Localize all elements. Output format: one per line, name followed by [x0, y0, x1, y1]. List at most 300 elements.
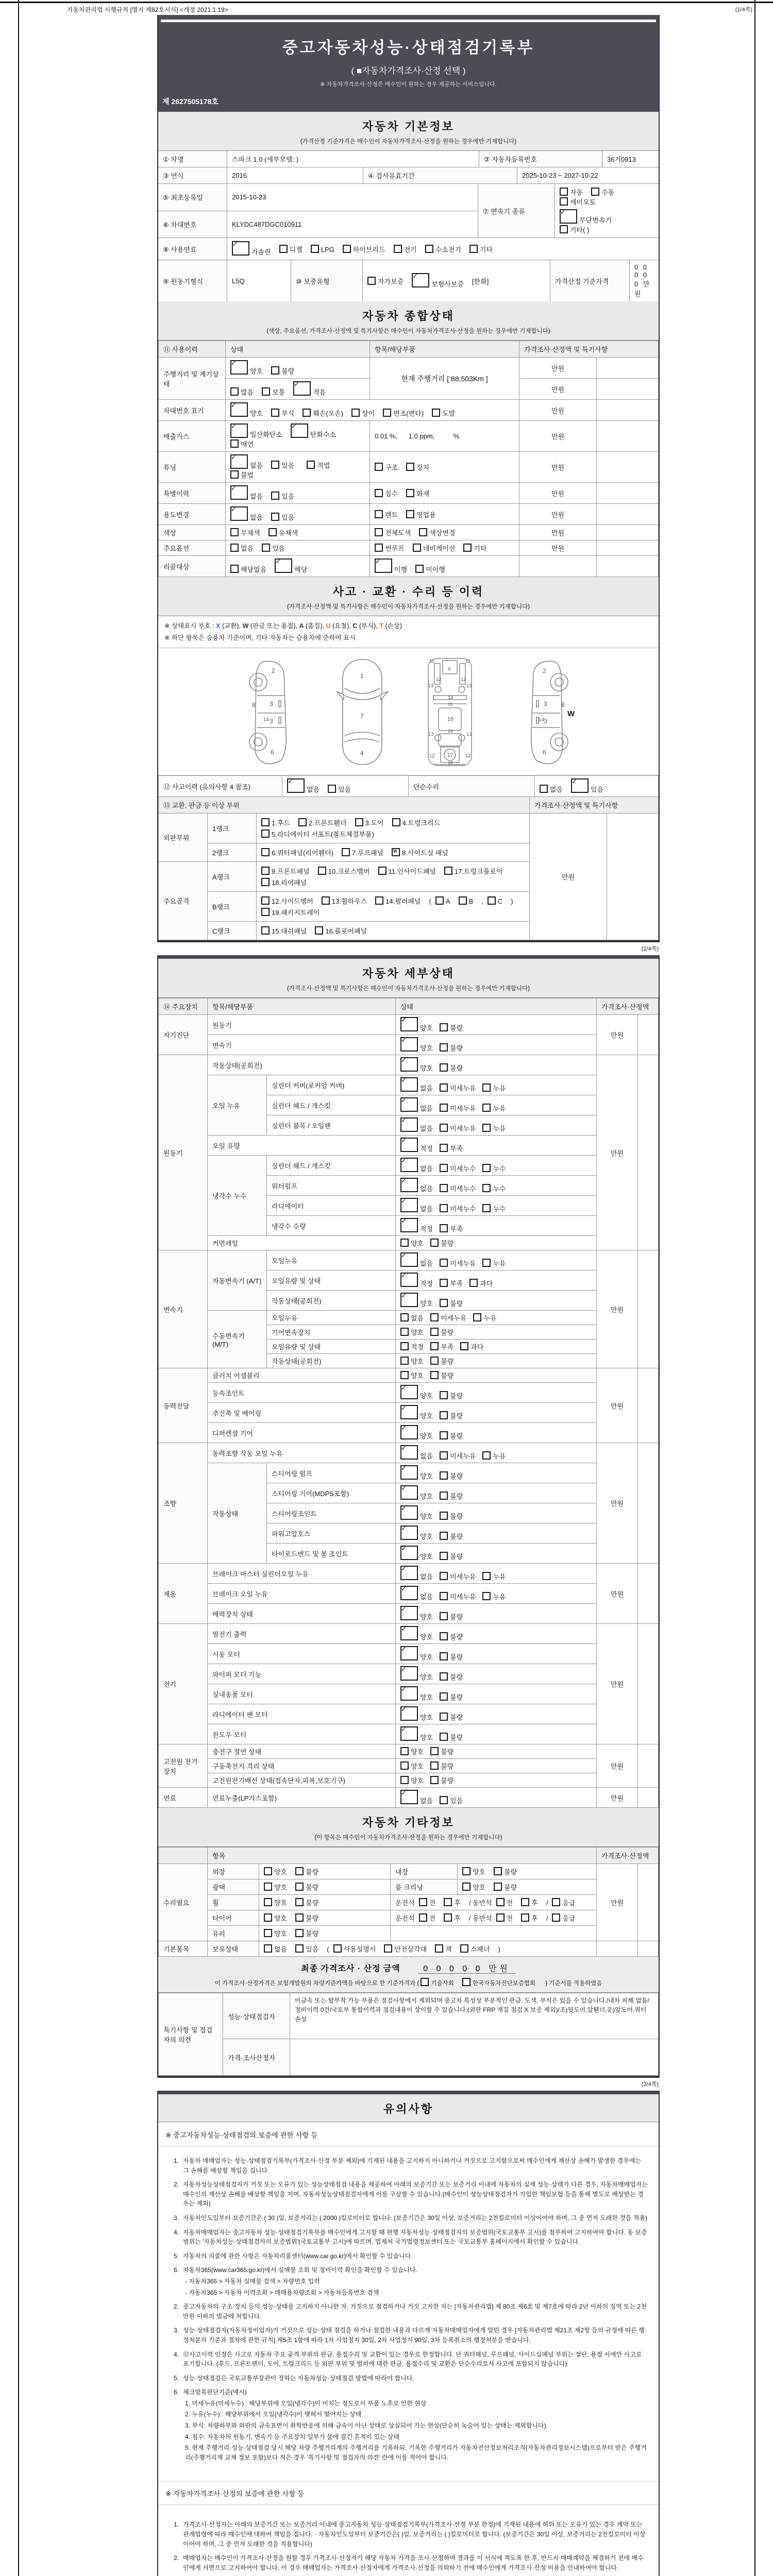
- checkbox-icon[interactable]: [440, 1083, 448, 1092]
- checkbox-icon[interactable]: [440, 1124, 448, 1132]
- checkbox-icon[interactable]: [303, 409, 311, 417]
- check-option[interactable]: 16.플로어패널: [315, 926, 367, 936]
- check-option[interactable]: 미세누유: [440, 1571, 476, 1581]
- check-option[interactable]: 없음: [230, 543, 254, 553]
- check-option[interactable]: 14.필러패널: [375, 896, 421, 906]
- check-option[interactable]: ✓ 양호: [400, 1057, 433, 1073]
- checkbox-icon[interactable]: [375, 544, 383, 552]
- check-option[interactable]: ✓ 없음: [400, 1117, 433, 1133]
- check-option[interactable]: 불법: [230, 470, 254, 480]
- value-valid-period[interactable]: 2025-10-23 ~ 2027-10-22: [522, 172, 598, 179]
- check-option[interactable]: 미세누유: [440, 1451, 476, 1461]
- checkbox-icon[interactable]: [440, 1796, 448, 1804]
- check-option[interactable]: 구조: [375, 462, 398, 472]
- checkbox-icon[interactable]: [264, 1929, 272, 1937]
- checkbox-icon[interactable]: [521, 1913, 529, 1922]
- check-option[interactable]: 후: [521, 1897, 538, 1907]
- check-option[interactable]: 불량: [295, 1867, 318, 1876]
- checkbox-icon[interactable]: [322, 896, 330, 905]
- checkbox-icon[interactable]: [440, 1612, 448, 1620]
- checkbox-icon[interactable]: [406, 463, 414, 471]
- check-option[interactable]: ✓ 양호: [400, 1526, 433, 1541]
- check-option[interactable]: 후: [521, 1913, 538, 1923]
- check-option[interactable]: 디젤: [279, 244, 303, 254]
- check-option[interactable]: ✓ 양호: [400, 1037, 433, 1053]
- checkbox-checked-icon[interactable]: [230, 506, 248, 521]
- check-option[interactable]: 누유: [473, 1313, 496, 1323]
- checkbox-checked-icon[interactable]: [400, 1706, 418, 1721]
- check-option[interactable]: 11.인사이드패널: [378, 866, 436, 876]
- check-option[interactable]: 불량: [440, 1712, 463, 1722]
- checkbox-icon[interactable]: [496, 1913, 505, 1922]
- check-option[interactable]: ✓ 적음: [293, 381, 326, 397]
- check-option[interactable]: 3.도어: [355, 818, 384, 827]
- check-option[interactable]: ✓ 탄화수소: [291, 423, 336, 439]
- check-option[interactable]: 미세누수: [440, 1163, 476, 1173]
- checkbox-icon[interactable]: [444, 1913, 452, 1922]
- check-option[interactable]: 누수: [482, 1183, 506, 1193]
- check-option[interactable]: 해당없음: [230, 564, 266, 574]
- check-option[interactable]: 불량: [440, 1551, 463, 1561]
- checkbox-icon[interactable]: [482, 1204, 491, 1212]
- check-option[interactable]: 미세누수: [440, 1204, 476, 1213]
- check-option[interactable]: ✓ 양호: [400, 1425, 433, 1440]
- check-option[interactable]: 세미오토: [560, 197, 596, 207]
- checkbox-icon[interactable]: [430, 1328, 439, 1336]
- checkbox-icon[interactable]: [440, 1063, 448, 1072]
- check-option[interactable]: 부족: [440, 1143, 463, 1153]
- checkbox-icon[interactable]: [440, 1552, 448, 1560]
- checkbox-checked-icon[interactable]: [400, 1566, 418, 1580]
- check-option[interactable]: 도말: [432, 408, 455, 418]
- check-option[interactable]: 미세누유: [440, 1103, 476, 1113]
- checkbox-icon[interactable]: [440, 1104, 448, 1112]
- checkbox-checked-icon[interactable]: [287, 778, 305, 793]
- check-option[interactable]: 기타: [469, 244, 493, 254]
- checkbox-checked-icon[interactable]: [400, 1017, 418, 1031]
- check-option[interactable]: 부족: [440, 1278, 463, 1288]
- checkbox-icon[interactable]: [440, 1411, 448, 1419]
- checkbox-icon[interactable]: [440, 1164, 448, 1172]
- check-option[interactable]: 한국자동차진단보증협회: [462, 1978, 535, 1987]
- checkbox-checked-icon[interactable]: [400, 1158, 418, 1172]
- check-option[interactable]: 유채색: [268, 528, 298, 537]
- checkbox-icon[interactable]: [413, 544, 421, 552]
- value-car-name[interactable]: 스파크 1.0 (세부모델: ): [227, 151, 479, 167]
- check-option[interactable]: 응급: [552, 1897, 575, 1907]
- check-option[interactable]: 양호: [264, 1867, 287, 1876]
- checkbox-checked-icon[interactable]: [412, 273, 429, 287]
- checkbox-icon[interactable]: [421, 1978, 429, 1986]
- check-option[interactable]: 4.트렁크리드: [392, 818, 441, 827]
- checkbox-icon[interactable]: [264, 1944, 272, 1953]
- check-option[interactable]: 양호: [400, 1327, 424, 1337]
- checkbox-checked-icon[interactable]: [400, 1293, 418, 1307]
- checkbox-icon[interactable]: [482, 1124, 491, 1132]
- checkbox-icon[interactable]: [230, 470, 239, 479]
- checkbox-icon[interactable]: [444, 867, 452, 875]
- value-engine-type[interactable]: L5Q: [227, 260, 291, 301]
- check-option[interactable]: 불량: [295, 1882, 318, 1892]
- check-option[interactable]: ✓ 가솔린: [232, 241, 271, 257]
- checkbox-icon[interactable]: [261, 848, 270, 856]
- checkbox-icon[interactable]: [444, 1898, 452, 1906]
- checkbox-icon[interactable]: [460, 1944, 468, 1953]
- checkbox-icon[interactable]: [460, 1342, 468, 1350]
- check-option[interactable]: 미세누유: [440, 1083, 476, 1093]
- check-option[interactable]: 있음: [271, 460, 294, 470]
- check-option[interactable]: 부족: [430, 1342, 453, 1351]
- check-option[interactable]: ✓ 양호: [400, 1465, 433, 1481]
- check-option[interactable]: 미이행: [415, 564, 445, 574]
- check-option[interactable]: 전체도색: [375, 528, 411, 537]
- check-option[interactable]: A: [435, 896, 450, 905]
- checkbox-checked-icon[interactable]: [400, 1445, 418, 1460]
- check-option[interactable]: ✓ 없음: [400, 1566, 433, 1581]
- checkbox-icon[interactable]: [264, 1883, 272, 1891]
- check-option[interactable]: 불량: [440, 1612, 463, 1621]
- check-option[interactable]: 불량: [440, 1063, 463, 1073]
- checkbox-icon[interactable]: [261, 818, 270, 826]
- checkbox-icon[interactable]: [415, 565, 424, 573]
- check-option[interactable]: ✓ 없음: [287, 778, 320, 794]
- checkbox-icon[interactable]: [430, 1342, 439, 1350]
- checkbox-icon[interactable]: [430, 1747, 439, 1755]
- checkbox-icon[interactable]: [440, 1652, 448, 1660]
- check-option[interactable]: 양호: [264, 1882, 287, 1892]
- check-option[interactable]: ✓ 일산화탄소: [230, 423, 282, 439]
- checkbox-icon[interactable]: [271, 513, 279, 521]
- check-option[interactable]: 양호: [264, 1928, 287, 1938]
- check-option[interactable]: 매연: [230, 439, 254, 449]
- checkbox-icon[interactable]: [521, 1898, 529, 1906]
- check-option[interactable]: 자동: [560, 187, 583, 197]
- checkbox-checked-icon[interactable]: [400, 1037, 418, 1052]
- checkbox-icon[interactable]: [494, 1883, 502, 1891]
- check-option[interactable]: 1.후드: [261, 818, 290, 827]
- check-option[interactable]: 불량: [271, 366, 294, 376]
- check-option[interactable]: 변조(변타): [383, 408, 424, 418]
- check-option[interactable]: 미세누유: [440, 1123, 476, 1133]
- checkbox-icon[interactable]: [482, 1083, 491, 1092]
- check-option[interactable]: 누유: [482, 1103, 506, 1113]
- checkbox-icon[interactable]: [351, 409, 360, 417]
- check-option[interactable]: 장치: [406, 462, 429, 472]
- checkbox-checked-icon[interactable]: [400, 1385, 418, 1399]
- value-year[interactable]: 2016: [227, 167, 363, 183]
- check-option[interactable]: 양호: [264, 1897, 287, 1907]
- checkbox-icon[interactable]: [463, 544, 472, 552]
- check-option[interactable]: 2.프론트휀더: [298, 818, 347, 827]
- checkbox-icon[interactable]: [425, 245, 433, 253]
- check-option[interactable]: W 8.사이드실 패널: [392, 848, 448, 857]
- checkbox-checked-icon[interactable]: [275, 558, 292, 573]
- checkbox-icon[interactable]: [271, 461, 279, 469]
- check-option[interactable]: 불량: [430, 1775, 453, 1785]
- checkbox-checked-icon[interactable]: [400, 1606, 418, 1620]
- checkbox-icon[interactable]: [440, 1713, 448, 1721]
- checkbox-icon[interactable]: [261, 867, 270, 875]
- check-option[interactable]: 불량: [440, 1511, 463, 1521]
- checkbox-checked-icon[interactable]: [400, 1097, 418, 1112]
- checkbox-icon[interactable]: [430, 1371, 439, 1379]
- check-option[interactable]: 양호: [462, 1867, 485, 1876]
- check-option[interactable]: ✓ 적정: [400, 1218, 433, 1233]
- checkbox-checked-icon[interactable]: [400, 1198, 418, 1212]
- check-option[interactable]: ✓ 양호: [400, 1646, 433, 1662]
- check-option[interactable]: ✓ 없음: [230, 485, 263, 501]
- value-first-reg[interactable]: 2015-10-23: [232, 193, 266, 201]
- check-option[interactable]: 적법: [307, 460, 330, 470]
- checkbox-icon[interactable]: [261, 908, 270, 916]
- checkbox-icon[interactable]: [279, 245, 288, 253]
- checkbox-icon[interactable]: [295, 1944, 304, 1953]
- checkbox-icon[interactable]: [400, 1239, 409, 1247]
- check-option[interactable]: 안전삼각대: [384, 1944, 427, 1954]
- checkbox-icon[interactable]: [261, 896, 270, 905]
- check-option[interactable]: 양호: [400, 1356, 424, 1366]
- check-option[interactable]: 양호: [400, 1761, 424, 1771]
- checkbox-icon[interactable]: [419, 1898, 427, 1906]
- checkbox-icon[interactable]: [440, 1259, 448, 1267]
- checkbox-icon[interactable]: [469, 245, 478, 253]
- check-option[interactable]: LPG: [311, 245, 334, 253]
- check-option[interactable]: 불량: [430, 1327, 453, 1337]
- checkbox-icon[interactable]: [473, 1313, 481, 1321]
- check-option[interactable]: ✓ 없음: [400, 1077, 433, 1093]
- check-option[interactable]: ✓ 양호: [400, 1626, 433, 1641]
- checkbox-icon[interactable]: [540, 785, 548, 793]
- check-option[interactable]: ✓ 양호: [400, 1706, 433, 1722]
- checkbox-icon[interactable]: [311, 245, 319, 253]
- checkbox-icon[interactable]: [261, 878, 270, 886]
- checkbox-icon[interactable]: [375, 463, 383, 471]
- checkbox-icon[interactable]: [435, 1944, 443, 1953]
- check-option[interactable]: 썬루프: [375, 543, 405, 553]
- check-option[interactable]: 불량: [430, 1238, 453, 1248]
- checkbox-icon[interactable]: [440, 1492, 448, 1500]
- check-option[interactable]: 부식: [271, 408, 294, 418]
- check-option[interactable]: 누유: [482, 1451, 506, 1461]
- checkbox-checked-icon[interactable]: [400, 1686, 418, 1701]
- checkbox-checked-icon[interactable]: [291, 423, 308, 438]
- checkbox-icon[interactable]: [440, 1204, 448, 1212]
- checkbox-icon[interactable]: [400, 1747, 409, 1755]
- checkbox-icon[interactable]: [230, 565, 239, 573]
- checkbox-icon[interactable]: [440, 1144, 448, 1152]
- check-option[interactable]: 기술사회: [421, 1978, 453, 1987]
- check-option[interactable]: C: [488, 896, 502, 905]
- checkbox-icon[interactable]: [440, 1512, 448, 1520]
- check-option[interactable]: ✓ 보험사보증: [412, 273, 464, 289]
- checkbox-icon[interactable]: [271, 409, 279, 417]
- check-option[interactable]: 후: [444, 1913, 461, 1923]
- check-option[interactable]: 무채색: [230, 528, 260, 537]
- check-option[interactable]: 훼손(오손): [303, 408, 343, 418]
- checkbox-checked-icon[interactable]: [400, 1425, 418, 1439]
- check-option[interactable]: 색상변경: [419, 528, 455, 537]
- checkbox-icon[interactable]: [462, 1978, 470, 1986]
- check-option[interactable]: 누유: [482, 1571, 506, 1581]
- check-option[interactable]: ✓ 없음: [400, 1586, 433, 1601]
- check-option[interactable]: 부족: [440, 1224, 463, 1233]
- check-option[interactable]: 없음: [264, 1944, 287, 1954]
- value-vin[interactable]: KLYDC487DGC010911: [232, 220, 302, 228]
- checkbox-checked-icon[interactable]: [375, 558, 392, 573]
- check-option[interactable]: 기타( ): [560, 225, 589, 234]
- checkbox-checked-icon[interactable]: [560, 209, 577, 224]
- checkbox-icon[interactable]: [482, 1451, 491, 1460]
- checkbox-icon[interactable]: [298, 818, 307, 826]
- check-option[interactable]: 불량: [494, 1867, 517, 1876]
- check-option[interactable]: 불량: [440, 1411, 463, 1420]
- check-option[interactable]: 불량: [295, 1913, 318, 1923]
- check-option[interactable]: ✓ 양호: [400, 1606, 433, 1621]
- check-option[interactable]: 누유: [482, 1258, 506, 1268]
- check-option[interactable]: 불량: [440, 1632, 463, 1641]
- check-option[interactable]: ✓ 양호: [400, 1686, 433, 1702]
- checkbox-icon[interactable]: [560, 188, 568, 196]
- checkbox-icon[interactable]: [318, 867, 326, 875]
- checkbox-icon[interactable]: [419, 1913, 427, 1922]
- check-option[interactable]: 불량: [295, 1928, 318, 1938]
- checkbox-icon[interactable]: [440, 1572, 448, 1580]
- checkbox-icon[interactable]: [394, 245, 402, 253]
- checkbox-checked-icon[interactable]: [293, 381, 311, 396]
- price-survey-select[interactable]: ( ■자동차가격조사·산정 선택 ): [351, 66, 466, 76]
- check-option[interactable]: 불량: [440, 1732, 463, 1742]
- check-option[interactable]: 있음: [262, 543, 285, 553]
- check-option[interactable]: 전: [496, 1897, 513, 1907]
- checkbox-icon[interactable]: [482, 1184, 491, 1192]
- checkbox-checked-icon[interactable]: [400, 1790, 418, 1804]
- checkbox-icon[interactable]: [430, 1761, 439, 1770]
- check-option[interactable]: 있음: [295, 1944, 318, 1954]
- checkbox-icon[interactable]: [440, 1299, 448, 1307]
- check-option[interactable]: 수소전기: [425, 244, 461, 254]
- checkbox-icon[interactable]: [295, 1867, 304, 1875]
- check-option[interactable]: 불량: [295, 1897, 318, 1907]
- checkbox-checked-icon[interactable]: [400, 1626, 418, 1640]
- checkbox-icon[interactable]: [560, 225, 568, 233]
- check-option[interactable]: 있음: [271, 512, 294, 522]
- checkbox-icon[interactable]: [560, 197, 568, 206]
- checkbox-icon[interactable]: [552, 1898, 560, 1906]
- check-option[interactable]: 많음: [230, 387, 254, 397]
- checkbox-checked-icon[interactable]: [400, 1586, 418, 1600]
- check-option[interactable]: ✓ 양호: [400, 1546, 433, 1561]
- checkbox-icon[interactable]: [378, 867, 386, 875]
- check-option[interactable]: ✓ 없음: [400, 1158, 433, 1173]
- check-option[interactable]: 불량: [440, 1652, 463, 1662]
- check-option[interactable]: 불량: [430, 1370, 453, 1380]
- check-option[interactable]: 침수: [375, 488, 398, 498]
- checkbox-icon[interactable]: [295, 1913, 304, 1922]
- check-option[interactable]: 6.쿼터패널(리어휀더): [261, 848, 333, 857]
- checkbox-icon[interactable]: [262, 387, 270, 396]
- checkbox-icon[interactable]: [440, 1471, 448, 1480]
- check-option[interactable]: ✓ 이행: [375, 558, 407, 574]
- check-option[interactable]: ✓ 없음: [400, 1445, 433, 1461]
- checkbox-icon[interactable]: [430, 1357, 439, 1365]
- checkbox-icon[interactable]: [400, 1342, 409, 1350]
- opinion-text[interactable]: [290, 2039, 659, 2076]
- check-option[interactable]: 9.프론트패널: [261, 866, 310, 876]
- check-option[interactable]: 미세누유: [430, 1313, 466, 1323]
- checkbox-icon[interactable]: [440, 1632, 448, 1640]
- checkbox-icon[interactable]: [459, 896, 467, 905]
- check-option[interactable]: ✓양호: [230, 360, 263, 376]
- checkbox-icon[interactable]: [268, 528, 277, 536]
- check-option[interactable]: 불량: [430, 1356, 453, 1366]
- check-option[interactable]: 사용설명서: [333, 1944, 376, 1954]
- check-option[interactable]: 불량: [440, 1043, 463, 1053]
- checkbox-icon[interactable]: [406, 510, 414, 518]
- check-option[interactable]: 13.휠하우스: [322, 896, 367, 906]
- check-option[interactable]: 하이브리드: [343, 244, 385, 254]
- check-option[interactable]: ✓ 해당: [275, 558, 307, 574]
- checkbox-icon[interactable]: [494, 1867, 502, 1875]
- check-option[interactable]: 불량: [440, 1491, 463, 1501]
- checkbox-checked-icon[interactable]: [230, 485, 248, 500]
- checkbox-icon[interactable]: [375, 896, 383, 905]
- check-option[interactable]: ✓ 없음: [230, 454, 263, 470]
- checkbox-icon[interactable]: [343, 245, 351, 253]
- check-option[interactable]: 불량: [440, 1391, 463, 1400]
- check-option[interactable]: 전: [496, 1913, 513, 1923]
- checkbox-icon[interactable]: [333, 1944, 342, 1953]
- check-option[interactable]: 불량: [440, 1298, 463, 1308]
- checkbox-icon[interactable]: [230, 544, 239, 552]
- checkbox-icon[interactable]: [552, 1913, 560, 1922]
- checkbox-icon[interactable]: [469, 1279, 478, 1287]
- checkbox-icon[interactable]: [400, 1371, 409, 1379]
- checkbox-icon[interactable]: [307, 461, 315, 469]
- check-option[interactable]: 12.사이드멤버: [261, 896, 313, 906]
- value-reg-no[interactable]: 36거0913: [607, 156, 636, 163]
- checkbox-icon[interactable]: [355, 818, 363, 826]
- check-option[interactable]: 있음: [271, 491, 294, 501]
- checkbox-icon[interactable]: [440, 1279, 448, 1287]
- checkbox-icon[interactable]: [375, 489, 383, 497]
- checkbox-icon[interactable]: [462, 1883, 470, 1891]
- checkbox-icon[interactable]: [440, 1431, 448, 1439]
- check-option[interactable]: 렌트: [375, 510, 398, 519]
- check-option[interactable]: ✓ 없음: [400, 1178, 433, 1193]
- checkbox-checked-icon[interactable]: [400, 1273, 418, 1287]
- checkbox-icon[interactable]: [295, 1883, 304, 1891]
- check-option[interactable]: 잭: [435, 1944, 452, 1954]
- checkbox-icon[interactable]: [400, 1761, 409, 1770]
- check-option[interactable]: 양호: [264, 1913, 287, 1923]
- check-option[interactable]: 불량: [430, 1761, 453, 1771]
- checkbox-checked-icon[interactable]: [230, 454, 248, 469]
- checkbox-icon[interactable]: [264, 1898, 272, 1906]
- checkbox-icon[interactable]: [482, 1104, 491, 1112]
- checkbox-icon[interactable]: [400, 1357, 409, 1365]
- checkbox-checked-icon[interactable]: [400, 1526, 418, 1540]
- checkbox-icon[interactable]: [400, 1313, 409, 1321]
- checkbox-icon[interactable]: [591, 188, 599, 196]
- check-option[interactable]: B: [459, 896, 474, 905]
- checkbox-icon[interactable]: [440, 1692, 448, 1701]
- check-option[interactable]: ✓ 양호: [400, 1485, 433, 1501]
- checkbox-checked-icon[interactable]: [571, 778, 589, 793]
- check-option[interactable]: 17.트렁크플로어: [444, 866, 502, 876]
- check-option[interactable]: ✓ 적정: [400, 1138, 433, 1153]
- checkbox-icon[interactable]: [392, 818, 400, 826]
- check-option[interactable]: 양호: [400, 1238, 424, 1248]
